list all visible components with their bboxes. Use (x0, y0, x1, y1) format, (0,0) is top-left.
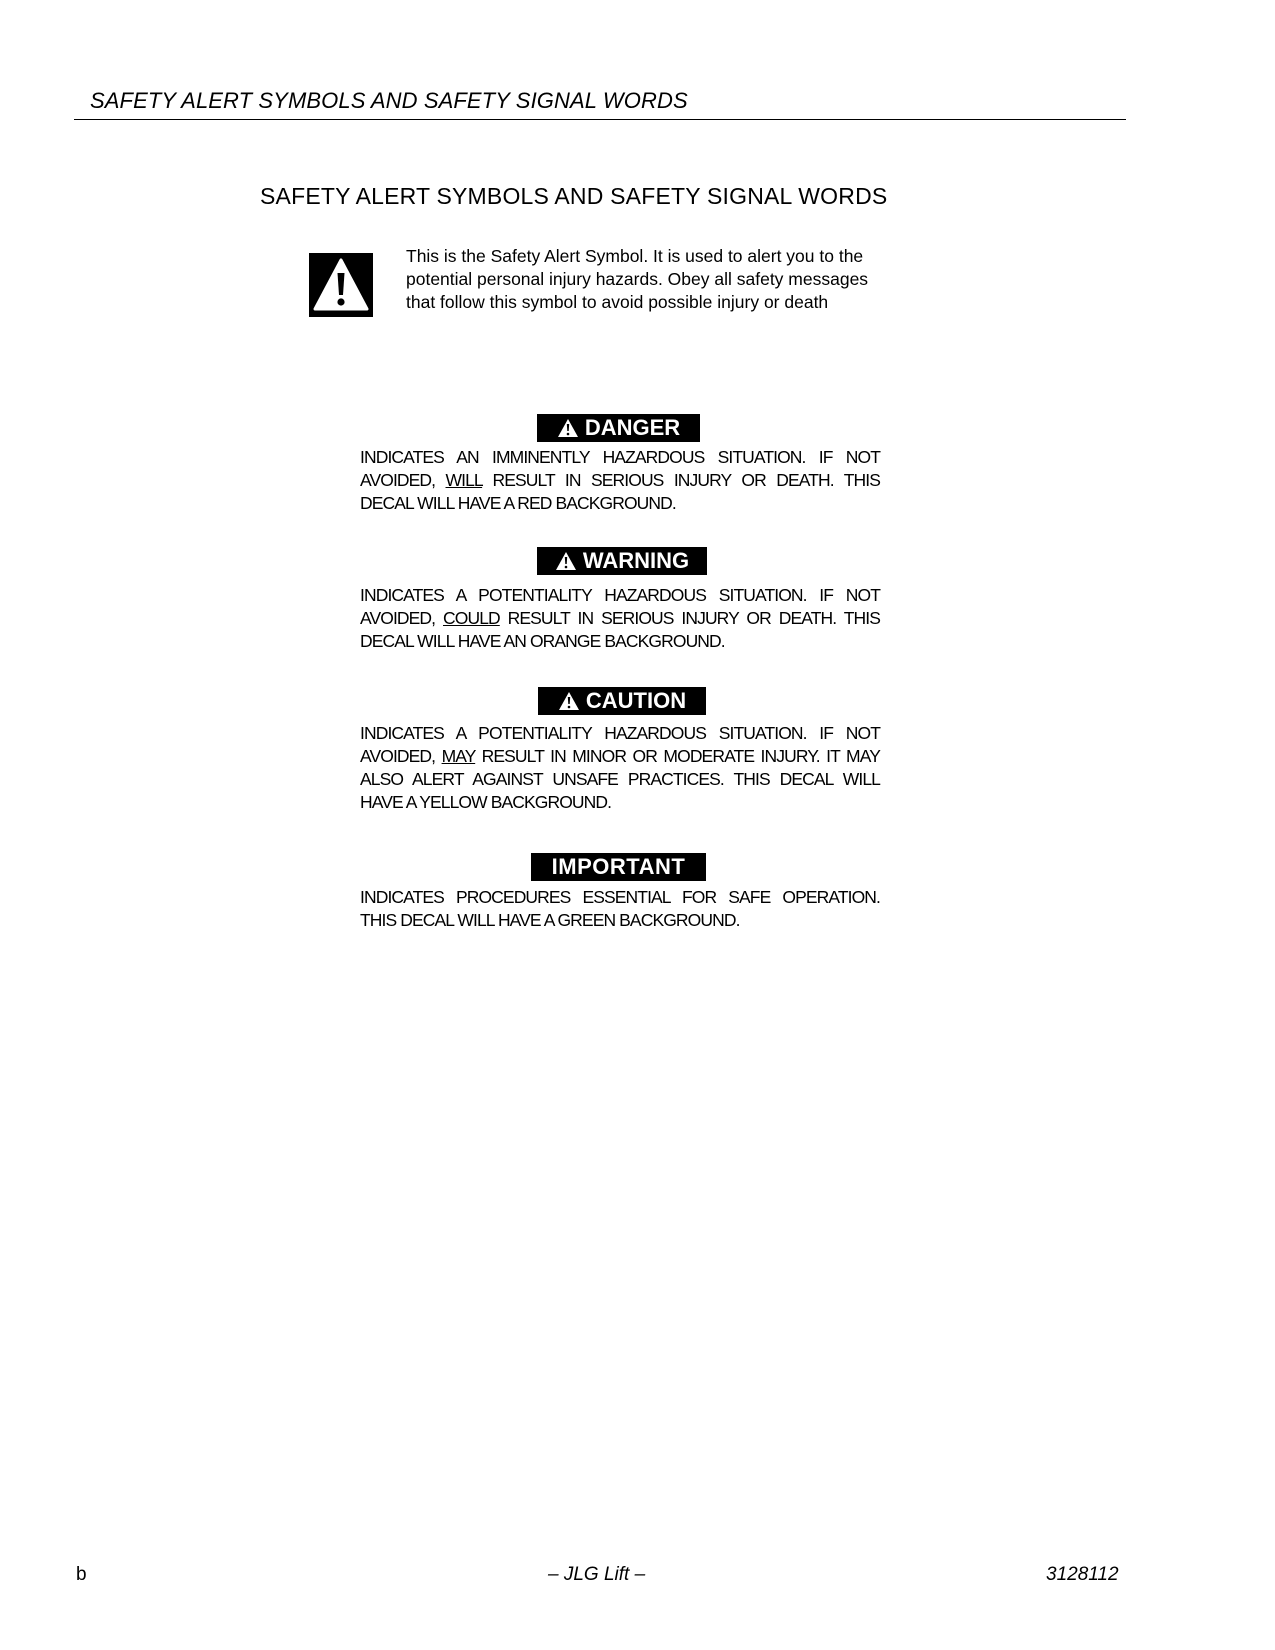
caution-line-2: AVOIDED, MAY RESULT IN MINOR OR MODERATE INJURY. IT MAY (360, 746, 880, 766)
intro-line: that follow this symbol to avoid possible injury or death (406, 292, 829, 312)
important-signal-word (531, 853, 706, 881)
alert-intro-text (406, 245, 926, 314)
warning-line-2: AVOIDED, COULD RESULT IN SERIOUS INJURY OR DEATH. THIS (360, 608, 881, 628)
warning-label: WARNING (582, 548, 690, 573)
important-label: IMPORTANT (551, 854, 686, 879)
safety-alert-symbol (309, 253, 373, 317)
caution-label: CAUTION (585, 688, 687, 713)
warning-keyword: COULD (443, 608, 500, 628)
danger-signal-word (537, 414, 700, 442)
intro-line: potential personal injury hazards. Obey all safety messages (406, 269, 869, 289)
caution-line-1: INDICATES A POTENTIALITY HAZARDOUS SITUATION. IF NOT (360, 723, 880, 743)
header-rule (74, 119, 1126, 120)
danger-line-2: AVOIDED, WILL RESULT IN SERIOUS INJURY OR DEATH. THIS (360, 470, 881, 490)
caution-line-3: ALSO ALERT AGAINST UNSAFE PRACTICES. THIS DECAL WILL (360, 769, 880, 789)
footer-brand: – JLG Lift – (548, 1564, 646, 1585)
danger-line-3: DECAL WILL HAVE A RED BACKGROUND. (360, 493, 676, 513)
running-header: SAFETY ALERT SYMBOLS AND SAFETY SIGNAL WORDS (90, 88, 688, 113)
important-description (360, 886, 880, 932)
caution-keyword: MAY (441, 746, 476, 766)
important-line-1: INDICATES PROCEDURES ESSENTIAL FOR SAFE OPERATION. (360, 887, 880, 907)
caution-description (360, 722, 880, 814)
warning-signal-word (537, 547, 707, 575)
section-title: SAFETY ALERT SYMBOLS AND SAFETY SIGNAL WORDS (260, 183, 888, 209)
important-line-2: THIS DECAL WILL HAVE A GREEN BACKGROUND. (360, 910, 740, 930)
warning-triangle-icon (309, 253, 373, 317)
warning-line-3: DECAL WILL HAVE AN ORANGE BACKGROUND. (360, 631, 725, 651)
intro-line: This is the Safety Alert Symbol. It is used to alert you to the (406, 246, 864, 266)
warning-triangle-icon (558, 691, 580, 711)
warning-triangle-icon (557, 418, 579, 438)
warning-description (360, 584, 880, 653)
danger-label: DANGER (584, 415, 681, 440)
danger-keyword: WILL (445, 470, 483, 490)
page-number: b (76, 1564, 87, 1585)
warning-triangle-icon (555, 551, 577, 571)
danger-description (360, 446, 880, 515)
document-number: 3128112 (1046, 1564, 1119, 1585)
warning-line-1: INDICATES A POTENTIALITY HAZARDOUS SITUATION. IF NOT (360, 585, 880, 605)
caution-line-4: HAVE A YELLOW BACKGROUND. (360, 792, 612, 812)
caution-signal-word (538, 687, 706, 715)
danger-line-1: INDICATES AN IMMINENTLY HAZARDOUS SITUATION. IF NOT (360, 447, 880, 467)
